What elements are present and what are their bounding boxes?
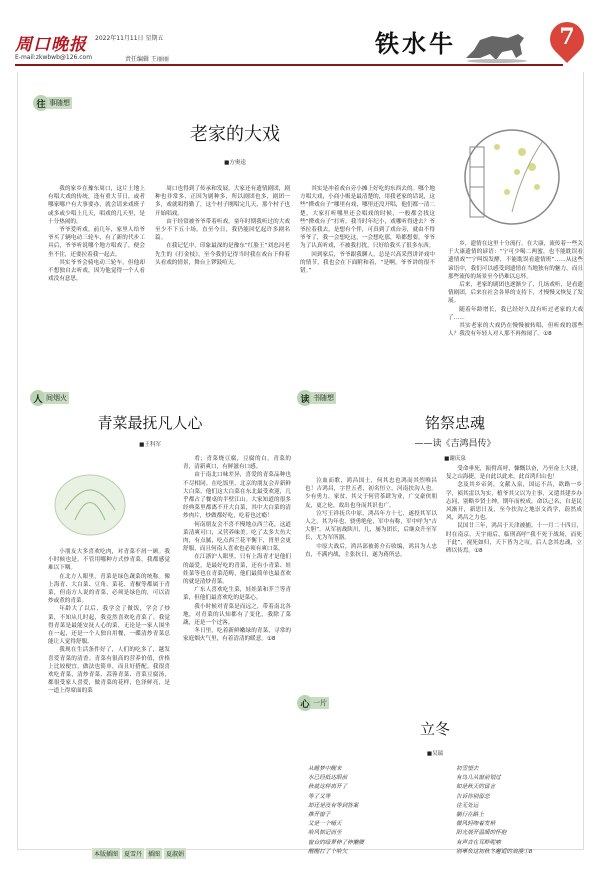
paragraph: 受命垂死，振臂高呼，慷慨以奋，乃至奋上大捷，复之山海捷，是自此以此来，此首鸿归山也！ <box>446 466 582 481</box>
article-column <box>48 185 145 375</box>
poem-column-left <box>308 765 448 857</box>
paragraph: 我的家乡在豫东周口，这片土地上有唱大戏的传统，逢有重大节日，或者哪家哪户有大事要办，就会请来戏班子或多或少唱上几天，唱戏的几天里，是十分热闹的。 <box>48 186 145 225</box>
tag-initial: 心 <box>297 695 313 711</box>
section-tag-xinyipian <box>297 695 329 711</box>
poem-line: 推开窗子 <box>308 812 331 819</box>
window-illustration-icon <box>462 122 562 232</box>
tag-text: 事随想 <box>49 99 70 107</box>
tag-initial: 人 <box>30 390 46 406</box>
poem-line: 躺行在路上 <box>456 812 484 819</box>
article-column <box>305 477 437 682</box>
poem-line: 往无处远 <box>456 802 479 809</box>
poem-line: 从睡梦中醒来 <box>308 766 342 772</box>
article-column <box>155 185 290 375</box>
poem-line: 醒醒打了个哈欠 <box>308 848 348 855</box>
newspaper-masthead: 周口晚报 <box>15 35 87 55</box>
page-name: 铁水牛 <box>375 29 456 58</box>
article-author: ■谢庆泉 <box>444 456 466 462</box>
paragraph: 泣血而歌，鸿昌国士，何其忠也鸿而其烈唯昌也！吉鸿昌，字世五者，初名恒立，河南扶沟人也。少有勇力，家贫，其父于何营茶肆为业，广交豪侠朋友，更之伦，故出也身而其识也广。 <box>305 478 437 509</box>
poem-column-right <box>456 765 591 857</box>
poem-line: 如是秋天的留言 <box>456 784 496 791</box>
credit-label: 插图 <box>146 848 162 859</box>
paragraph: 我现在生活条件好了，人们的吃多了，越发喜爱青菜的清香。青菜有很高的营养价值，价格上比较便宜，做法也简单，而且好搭配。我很喜欢吃青菜，清炒青菜、蒜蓉青菜、青菜豆腐汤，都很受家人喜爱，做青菜的花样，色泽鲜亮，是一道上得席面的菜 <box>48 647 170 695</box>
vegetable-illustration-icon <box>45 450 135 545</box>
page-number: 7 <box>559 24 575 50</box>
article-author: ■方奥逵 <box>224 160 246 166</box>
paragraph: 何南朋友会不喜不慢地点西兰花，这道菜清爽可口，又营养味美。吃了太多大鱼大肉，有点腻，吃点西兰花平衡下，胃里会更舒服，而且何南人喜欢也必须有爽口菜。 <box>183 521 291 553</box>
paragraph: 其实是冲着戏台旁小摊上好吃的东西去的。哪个地方唱大戏，小商小贩是最清楚的，用我老家的话说，这些“撵戏台子”哪里有戏，哪里还没开唱，他们都一清二楚，大家打听哪里还会唱戏的时候，一般都会找这些“撵戏台子”打听。我当时年纪小，戏哪听得进去？爷爷拉着我去，是想有个伴，可真到了戏台旁，就由不得爷爷了，我一会想吃这，一会想吃那，哈都想要。爷爷为了认真听戏，不被我打扰，只好给我买了很多东西。 <box>300 186 435 250</box>
email: E-mail:zkwbwb@126.com <box>15 54 93 61</box>
article-column <box>183 455 291 833</box>
editor: 责任编辑 王丽丽 <box>125 56 169 63</box>
paragraph: 冬日里，吃着新鲜嫩绿的青菜，寻常的家庭烟火气里，有着清清的暖意。①8 <box>183 628 291 643</box>
section-tag-renjian <box>30 390 69 406</box>
paragraph: 回到家后，爷爷跟我聊人，总是兴高采烈讲评戏中的情节，我也会在下面附和着，“是啊，爷爷讲的很不错。” <box>300 251 435 275</box>
paragraph: 中原大战后，鸿昌部被蒋介石收编，鸿昌为人忠直，不满内战，主张抗日，遂为蒋所忌。 <box>305 543 437 558</box>
illustration-credits <box>92 848 186 859</box>
poem-line: 窗台的绿萝伸了伸懒腰 <box>308 839 364 846</box>
article-author: ■王科军 <box>139 442 161 448</box>
article-title: 铭祭忠魂 <box>424 414 485 432</box>
poem-line: 等了又等 <box>308 793 331 800</box>
bull-sculpture-icon <box>462 28 532 64</box>
tag-text: 间烟火 <box>46 394 67 402</box>
article-column <box>446 465 582 682</box>
poem-line: 水已经抵达眼前 <box>308 775 348 782</box>
poem-line: 阳光展开温暖的怀抱 <box>456 830 507 837</box>
poem-line: 别辜负这初秋冬邂逅的浪漫①8 <box>456 848 533 855</box>
paragraph: 爷爷爱听戏。前几年，家里人给爷爷买了辆电动三轮车，有了新的代步工具后，爷爷听说哪个地方唱戏了，便会坐不住，还要拉着我一起去。 <box>48 227 145 258</box>
poem-line: 却还是没有等到答案 <box>308 802 359 809</box>
tag-initial: 往 <box>33 95 49 111</box>
poem-line: 又是一个晴天 <box>308 821 342 828</box>
paragraph: 民国廿三年，鸿昌于天津被捕，十一月二十四日，时在南京，天宇雨后，临刑高呼“我不死于战场，而死于此”，视死如归，天下皆为之叹，后人念其忠魂，立碑以传焉。①8 <box>446 523 582 555</box>
article-subtitle: ——读《吉鸿昌传》 <box>414 439 496 449</box>
article-column <box>300 185 435 375</box>
article-title: 老家的大戏 <box>190 124 280 145</box>
poem-line: 初雪望去 <box>456 766 479 772</box>
article-column <box>448 240 583 375</box>
poem-line: 有鸟儿从窗前划过 <box>456 775 501 782</box>
paragraph: 随着年龄增长，我已经好久没有听过老家的大戏了…… <box>448 306 583 321</box>
issue-date: 2022年11月11日 星期五 <box>95 35 164 42</box>
paragraph: 由于南北口味差异，喜爱的青菜品种也不尽相同。在吃饭里，北京的朋友会弄新鲜大白菜，他们这大白菜在东北最受欢迎，几乎都占了餐桌的半壁江山。大家知道的很多经典菜里都离不开大白菜，其中大白菜的清炒肉片，炒做都好吃，吃着也过瘾！ <box>183 472 291 520</box>
paragraph: 在江浙沪人眼里，只有上海青才是他们的最爱，是最好吃的青菜，还有小青菜、娃娃菜等也在青菜范畴，他们最简单也最喜欢的就是清炒青菜。 <box>183 554 291 586</box>
poem-line: 告诉你别留恋 <box>456 793 490 800</box>
paragraph: 我小时候对青菜是而远之，带着南北各地，对青菜的认知都有了变化，我除了菜蔬，还是一个过客。 <box>183 603 291 627</box>
paragraph: 泣写王祥抚兵中原，鸿昌年方十七，遂投其军以人之。其为年也，骁勇绝伦，军中有称，军中呼为“吉大胆”。从军初战陕川，几，屡为团长，后继众升至军长，尤为军所器。 <box>305 510 437 542</box>
credit-name: 夏淑娟 <box>164 848 186 859</box>
paragraph: 其实爷爷会骑电动三轮车，但他却不想独自去听戏，因为他觉得一个人看戏没有意思。 <box>48 259 145 283</box>
poem-line: 哈风惦记而至 <box>308 830 342 837</box>
credit-label: 本版插图 <box>92 848 120 859</box>
paragraph: 在北方人眼里，青菜是绿色蔬菜的统称。像上海青、大白菜、豆角、菜花、青椒等都属于青菜，但南方人说的青菜，必须是绿色的，可以清炒或煮的青菜。 <box>48 573 170 605</box>
section-tag-wangshi <box>33 95 72 111</box>
poem-author: ■吴瑞 <box>426 751 444 757</box>
poem-line: 秋就这样离开了 <box>308 784 348 791</box>
article-title: 青菜最抚凡人心 <box>97 414 203 432</box>
tag-text: 书随想 <box>313 394 334 402</box>
paragraph: 在我记忆中，印象最深的是豫东“红脸王”刘忠河老先生的《打金枝》，至今我仍记得当时我在戏台下仰着头看戏的情景，舞台上锣鼓喧天。 <box>155 243 290 266</box>
paragraph: 广东人喜欢吃生菜，娃娃菜和芥兰等青菜，但他们最喜欢吃的是菜心。 <box>183 587 291 602</box>
paragraph: 小朋友大多喜欢吃肉，对青菜不屑一顾。我小时候也是，不管用哪种方式炒青菜，我都感觉难以下咽。 <box>48 549 170 572</box>
paragraph: 后来，老家的剧团也逐渐少了，几场戏听，是看遗情剧团，后来在社会各界的支持下，才慢慢又恢复了发展。 <box>448 282 583 305</box>
paragraph: 由于经常被爷爷带着听戏，童年时期我听过的大戏至少不下五十场，直至今日，我仍能回忆起许多剧名篇。 <box>155 218 290 242</box>
paragraph: 念及其乡帝剑，文献入泉，国运不昌，欲路一乡学，祯其雷以为实，植爷其父以为主事，又遣其建乡办志同，别略乡贤士绅，期年而校成，命以己名，自是民风渐开，新思日及，至今扶沟之地崇文尚学，蔚然成风，鸿昌之力也。 <box>446 482 582 522</box>
paragraph: 年龄大了以后，我学会了做饭，学会了炒菜，不知从几时起，我竟然喜欢吃青菜了。我觉得青菜是最能安抚人心的菜，无论是一家人围坐在一起，还是一个人独自用餐，一碟清炒青菜总能让人觉得舒服。 <box>48 606 170 646</box>
header-divider <box>15 64 563 66</box>
poem-line: 有声音在耳畔呢喃 <box>456 839 501 846</box>
credit-name: 夏雪丹 <box>122 848 144 859</box>
tag-initial: 读 <box>297 390 313 406</box>
tag-text: 一片 <box>313 699 327 707</box>
paragraph: 其实老家的大戏仍在慢慢被转唱，但听戏的那些人？我没有年轻人对人那不再热闹了。①8 <box>448 323 583 338</box>
paragraph: 肴；青菜烧豆腐，豆腐的白，青菜的青，清新爽口，有鲜滋有口感。 <box>183 456 291 471</box>
paragraph: 乡，遗情在这里十分流行。在大康，流传着一些关于大康遗情的谚语：“宁可少喝二两蜜，也不能耽误看遗情戏”“宁叫饭发酵，不能耽误看遗情班”……从这些谚语中，我们可以感受到遗情在当地独有的魅力，而且那些流传的场景至今仍难以忘怀。 <box>448 241 583 280</box>
paragraph: 周口也得到了传承和发展。大家还有遗情剧团，剧种也非常多，正因为剧种多，所以剧团也多，剧团一多，戏就唱得勤了，这个村子刚唱完几天，那个村子也开始唱戏。 <box>155 186 290 217</box>
section-tag-dushu <box>297 390 336 406</box>
article-column <box>48 548 170 833</box>
poem-title: 立冬 <box>419 720 450 738</box>
poem-line: 微风轻吻着发梢 <box>456 821 496 828</box>
